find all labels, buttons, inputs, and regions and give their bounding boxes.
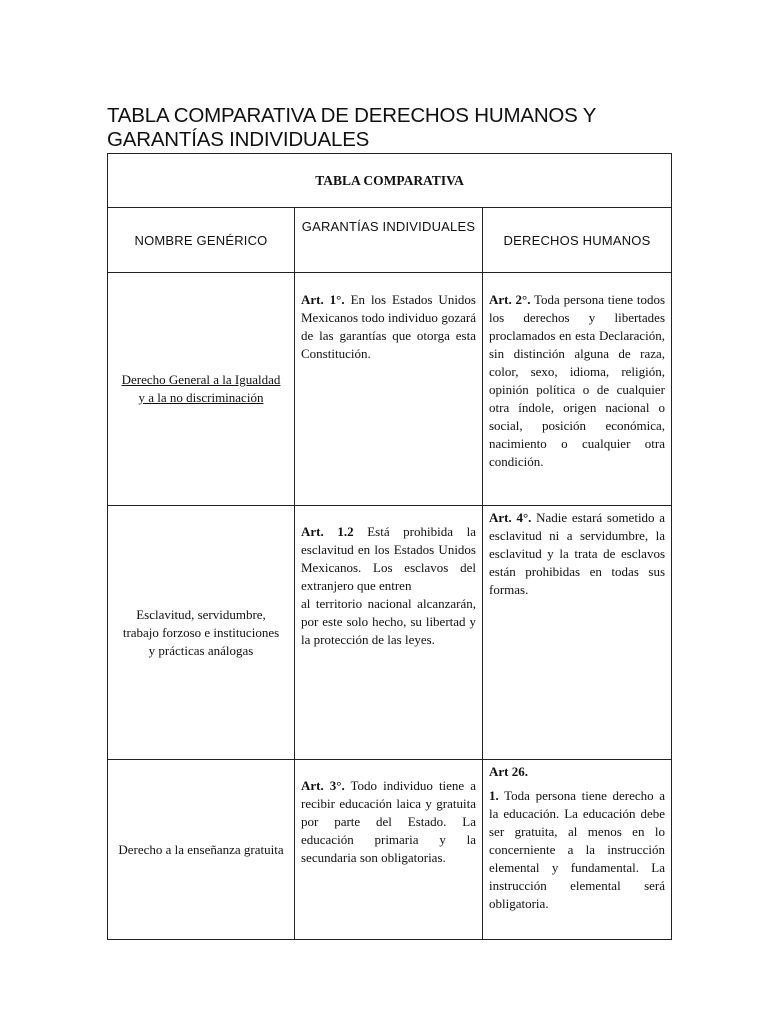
table-caption: TABLA COMPARATIVA <box>108 154 672 208</box>
guarantee-text: Está prohibida la esclavitud en los Estados Unidos Mexicanos. Los esclavos del extranjero que entren <box>301 524 476 593</box>
right-article-ref: Art. 2°. <box>489 292 531 307</box>
guarantee-cell <box>295 506 483 760</box>
table-row <box>108 506 672 760</box>
right-article-title: Art 26. <box>489 764 528 779</box>
right-article-ref: 1. <box>489 788 499 803</box>
row-name-link[interactable]: Derecho General a la Igualdad y a la no discriminación <box>121 372 281 405</box>
table-row <box>108 760 672 940</box>
row-name-text: Esclavitud, servidumbre, trabajo forzoso e instituciones y prácticas análogas <box>122 606 280 658</box>
right-cell <box>483 273 672 506</box>
header-derechos-humanos: DERECHOS HUMANOS <box>483 208 672 273</box>
guarantee-cell <box>295 760 483 940</box>
header-nombre-generico: NOMBRE GENÉRICO <box>108 208 295 273</box>
right-text: Nadie estará sometido a esclavitud ni a servidumbre, la esclavitud y la trata de esclavos están prohibidas en todas sus formas. <box>489 510 666 597</box>
page-title: TABLA COMPARATIVA DE DERECHOS HUMANOS Y GARANTÍAS INDIVIDUALES <box>107 104 596 151</box>
row-name-text: Derecho a la enseñanza gratuita <box>118 841 284 857</box>
header-garantias-individuales: GARANTÍAS INDIVIDUALES <box>295 208 483 273</box>
guarantee-text: Todo individuo tiene a recibir educación laica y gratuita por parte del Estado. La educación primaria y la secundaria son obligatorias. <box>301 778 477 865</box>
guarantee-text: En los Estados Unidos Mexicanos todo individuo gozará de las garantías que otorga esta Constitución. <box>301 292 476 361</box>
right-cell <box>483 506 672 760</box>
comparison-table <box>107 153 672 940</box>
right-text: Toda persona tiene todos los derechos y libertades proclamados en esta Declaración, sin distinción alguna de raza, color, sexo, idioma, religión, opinión política o de cualquier otra índole, origen nacional o social, posición económica, nacimiento o cualquier otra condición. <box>489 292 666 469</box>
guarantee-article-ref: Art. 3°. <box>301 778 345 793</box>
guarantee-text-continuation: al territorio nacional alcanzarán, por este solo hecho, su libertad y la protección de las leyes. <box>301 596 476 647</box>
row-name-cell <box>108 273 295 506</box>
right-cell <box>483 760 672 940</box>
right-text: Toda persona tiene derecho a la educación. La educación debe ser gratuita, al menos en lo concerniente a la instrucción elemental y fundamental. La instrucción elemental será obligatoria. <box>489 788 666 911</box>
row-name-cell <box>108 506 295 760</box>
guarantee-article-ref: Art. 1°. <box>301 292 345 307</box>
table-row <box>108 273 672 506</box>
guarantee-article-ref: Art. 1.2 <box>301 524 354 539</box>
guarantee-cell <box>295 273 483 506</box>
row-name-cell <box>108 760 295 940</box>
right-article-ref: Art. 4°. <box>489 510 532 525</box>
